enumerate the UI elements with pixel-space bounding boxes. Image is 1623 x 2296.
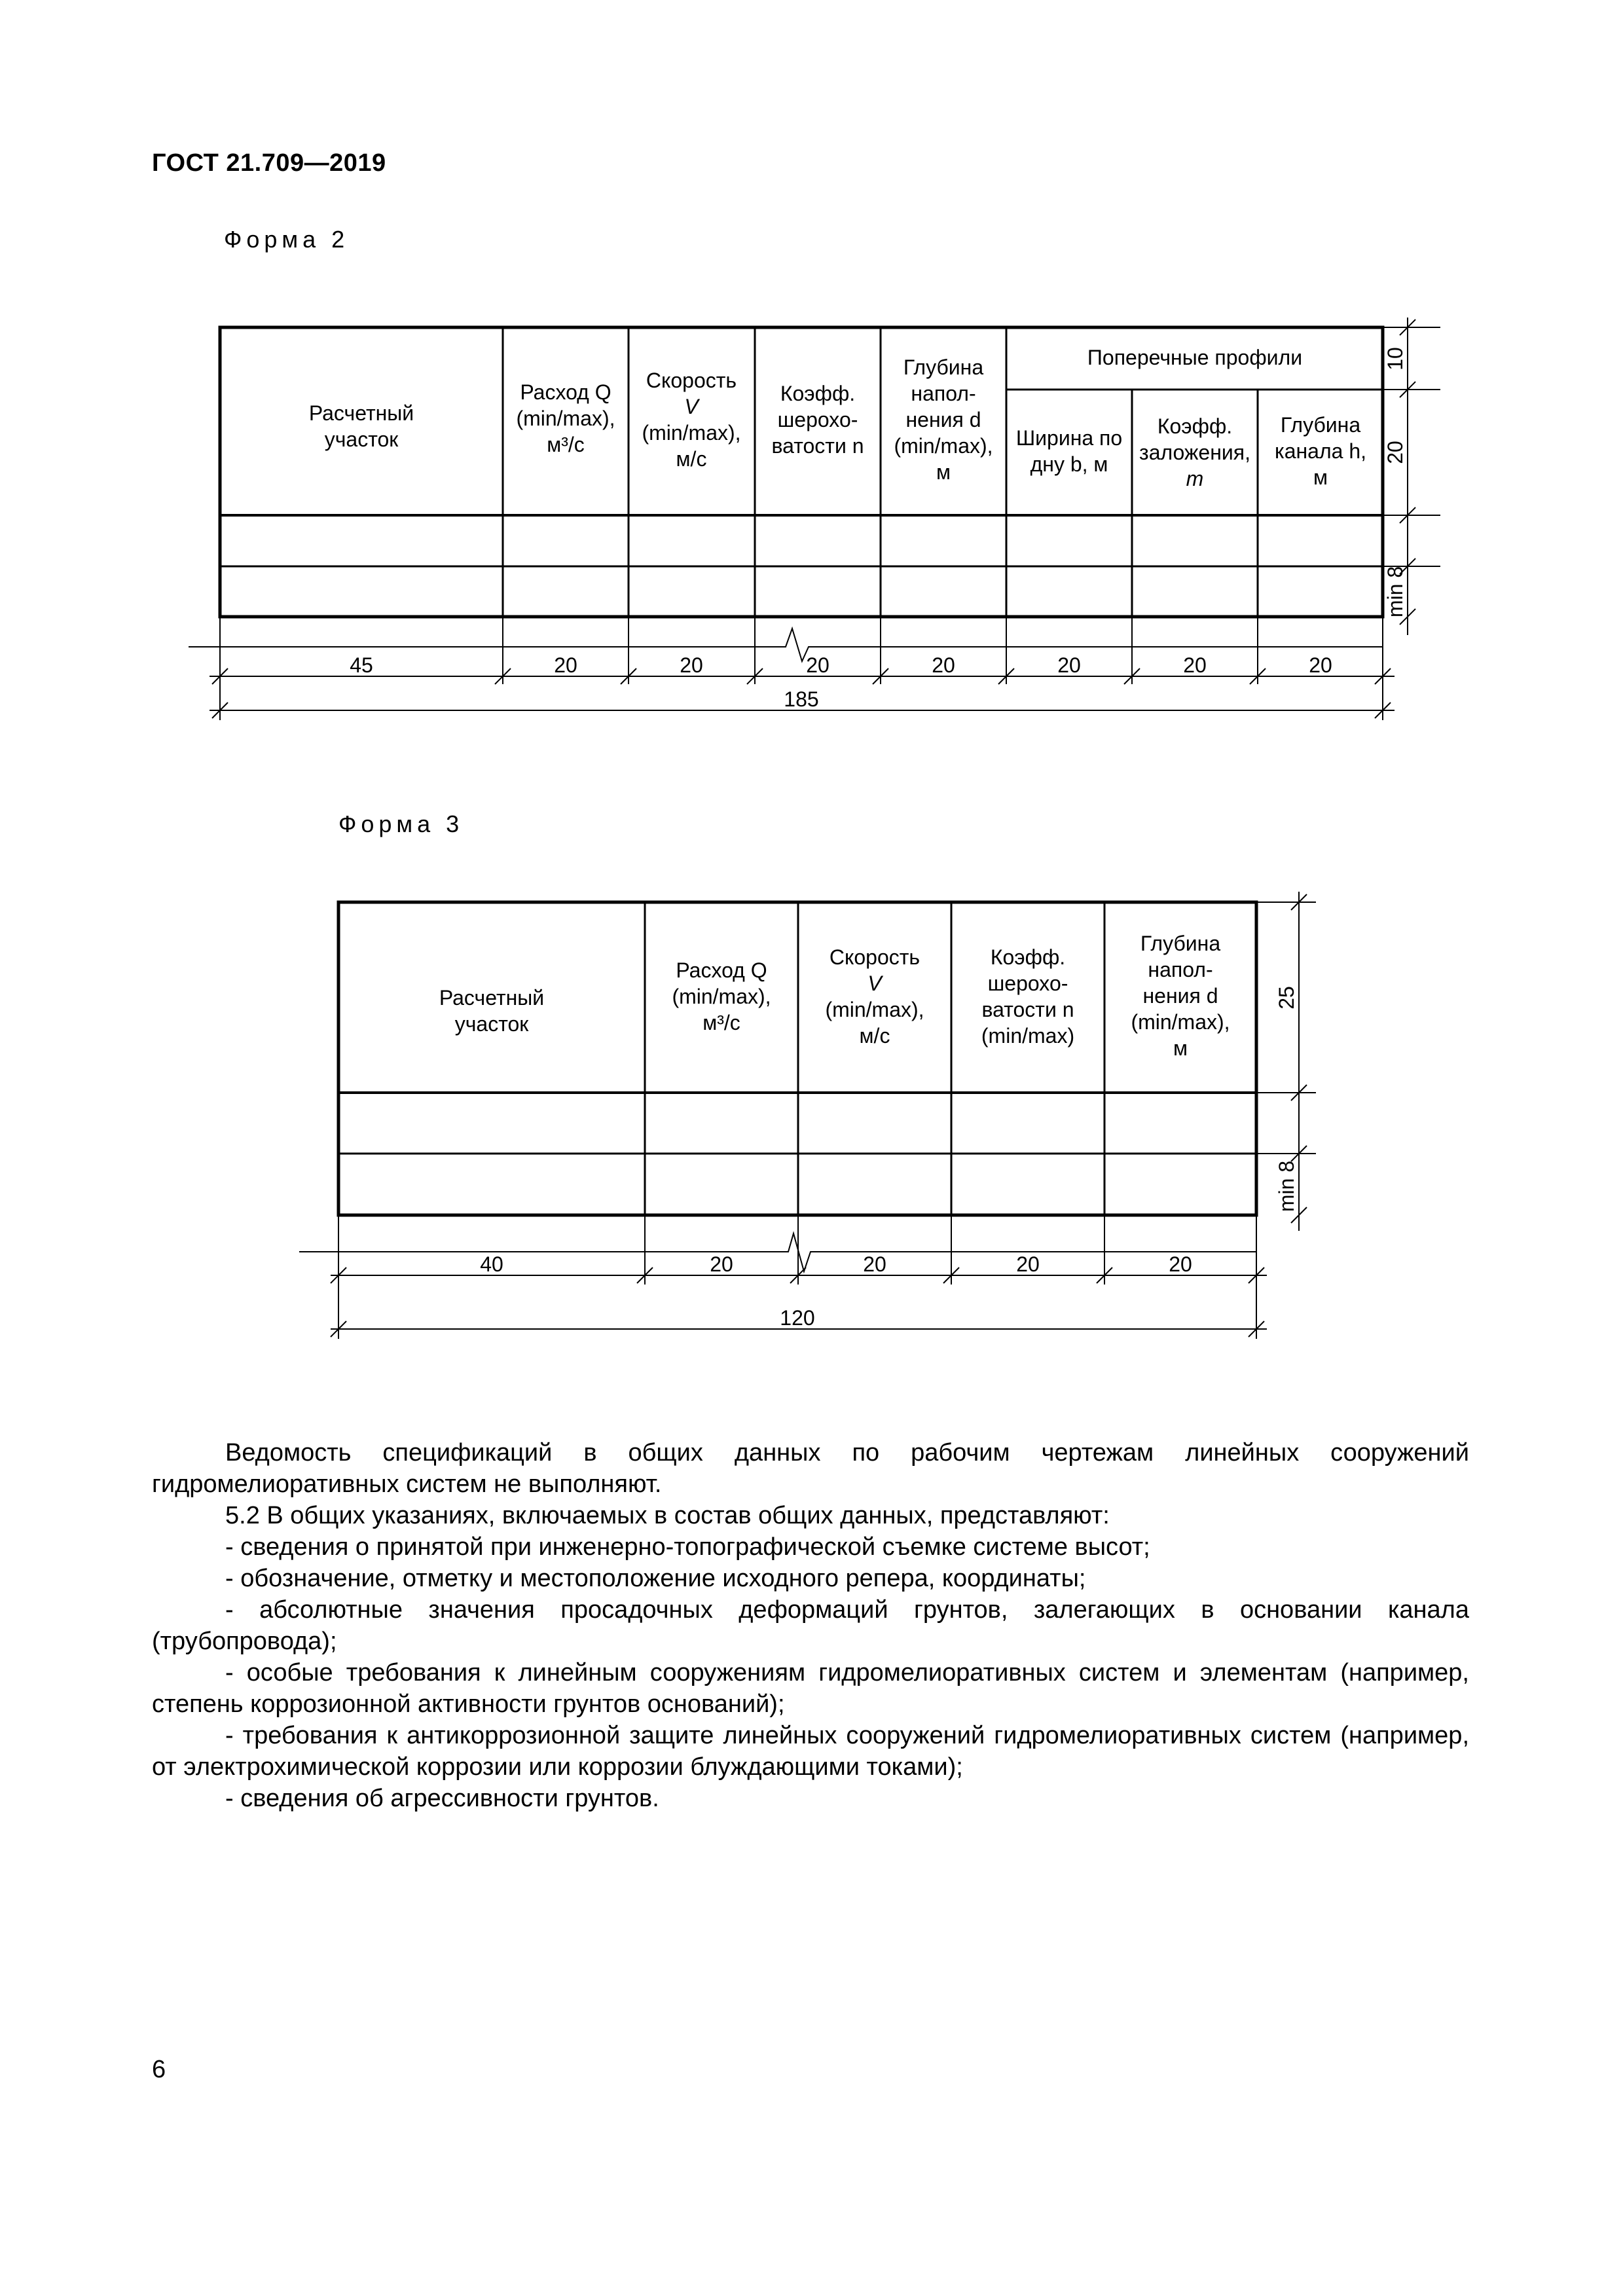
f3-c5-l2: напол- — [1148, 958, 1213, 981]
f3-c4-l1: Коэфф. — [990, 945, 1066, 969]
svg-text:м — [1173, 1036, 1188, 1060]
f3-dim-w4: 20 — [1016, 1252, 1040, 1276]
svg-text:м³/с — [702, 1011, 740, 1034]
svg-text:нения d — [1142, 984, 1218, 1008]
svg-text:м/с — [860, 1024, 890, 1048]
paragraph-2: 5.2 В общих указаниях, включаемых в состав общих данных, представляют: — [225, 1502, 1110, 1529]
list-item: - сведения об агрессивности грунтов. — [225, 1785, 659, 1812]
f3-c3-l1: Скорость — [829, 945, 921, 969]
f3-c2-l1: Расход Q — [676, 958, 767, 982]
f2-dim-total: 185 — [784, 687, 819, 711]
f2-c8-l1: Глубина — [1280, 413, 1361, 437]
f2-c1-l1: Расчетный — [308, 401, 414, 425]
f2-dim-w5: 20 — [932, 653, 955, 677]
f2-c1-l2: участок — [324, 428, 399, 451]
f3-dim-w5: 20 — [1169, 1252, 1192, 1276]
f2-c3-l4: м/с — [676, 447, 707, 471]
page-number: 6 — [152, 2056, 166, 2083]
document-header: ГОСТ 21.709—2019 — [152, 149, 386, 177]
f2-c8-l3: м — [1313, 465, 1328, 489]
svg-text:участок — [455, 1012, 530, 1036]
f2-c2-l1: Расход Q — [520, 380, 611, 404]
f2-c6-l2: дну b, м — [1030, 452, 1108, 476]
f3-c3-l3: (min/max), — [825, 998, 924, 1021]
form3-break-line — [299, 1233, 1256, 1271]
svg-text:шерохо- — [988, 972, 1068, 995]
f2-dim-h2: 20 — [1383, 441, 1407, 464]
list-item: - требования к антикоррозионной защите линейных сооружений гидромелиоративных систем (например, от электрохимической коррозии или коррозии блуждающими токами); — [152, 1722, 1469, 1781]
f3-dim-total: 120 — [780, 1306, 815, 1330]
svg-text:Расход Q — [676, 958, 767, 982]
f2-c5-l2: напол- — [911, 382, 976, 405]
svg-text:Скорость — [830, 945, 920, 969]
list-item: - обозначение, отметку и местоположение исходного репера, координаты; — [225, 1565, 1086, 1592]
f3-dim-w1: 40 — [480, 1252, 503, 1276]
form2-label: Форма 2 — [224, 226, 350, 253]
f2-c2-l2: (min/max), — [516, 407, 615, 430]
list-item: - абсолютные значения просадочных деформаций грунтов, залегающих в основании канала (трубопровода); — [152, 1596, 1469, 1655]
f3-c2-l3: м³/с — [702, 1011, 740, 1034]
f2-c3-l2: V — [684, 395, 699, 418]
f3-dim-h1: 25 — [1275, 986, 1298, 1010]
f3-c2-l2: (min/max), — [672, 985, 771, 1008]
f3-c3-l2: V — [867, 972, 882, 995]
f2-dim-h1: 10 — [1383, 347, 1407, 371]
f3-c5-l5: м — [1173, 1036, 1188, 1060]
f3-c5-l4: (min/max), — [1131, 1010, 1230, 1034]
svg-text:(min/max), — [672, 985, 771, 1008]
f2-dim-w7: 20 — [1183, 653, 1207, 677]
svg-text:(min/max), — [825, 998, 924, 1021]
f2-dim-w2: 20 — [554, 653, 577, 677]
f2-c6-l1: Ширина по — [1015, 426, 1123, 450]
f3-c4-l4: (min/max) — [981, 1024, 1075, 1048]
list-item: - особые требования к линейным сооружениям гидромелиоративных систем и элементам (например, степень коррозионной активности грунтов оснований); — [152, 1659, 1469, 1718]
f2-c8-l2: канала h, — [1274, 439, 1367, 463]
f2-dim-w8: 20 — [1309, 653, 1332, 677]
f2-dim-w1: 45 — [350, 653, 373, 677]
svg-text:Коэфф. — [991, 945, 1065, 969]
svg-text:(min/max), — [1131, 1010, 1230, 1034]
f3-c1-l1: Расчетный — [439, 986, 545, 1010]
f2-c7-l2: заложения, — [1139, 441, 1250, 464]
svg-text:Расчетный — [439, 986, 544, 1010]
f2-group-header: Поперечные профили — [1087, 346, 1303, 369]
body-text — [152, 1437, 1469, 1814]
paragraph-1: Ведомость спецификаций в общих данных по рабочим чертежам линейных сооружений гидромелиоративных систем не выполняют. — [152, 1439, 1469, 1498]
f2-c5-l1: Глубина — [903, 355, 984, 379]
f2-dim-w6: 20 — [1057, 653, 1081, 677]
f2-c3-l1: Скорость — [646, 369, 737, 392]
f2-dim-w3: 20 — [680, 653, 703, 677]
f2-c4-l1: Коэфф. — [780, 382, 856, 405]
f2-c5-l5: м — [936, 460, 951, 484]
f2-dim-row: min 8 — [1383, 566, 1407, 618]
f3-c4-l2: шерохо- — [987, 972, 1068, 995]
f3-dim-w2: 20 — [710, 1252, 733, 1276]
f2-dim-w4: 20 — [806, 653, 830, 677]
f3-c5-l1: Глубина — [1140, 932, 1221, 955]
f2-c3-l3: (min/max), — [642, 421, 741, 445]
f3-c1-l2: участок — [454, 1012, 529, 1036]
svg-text:(min/max) — [981, 1024, 1074, 1048]
list-item: - сведения о принятой при инженерно-топографической съемке системе высот; — [225, 1533, 1150, 1561]
form3-label: Форма 3 — [338, 811, 464, 837]
f2-c4-l2: шерохо- — [777, 408, 858, 431]
f2-c2-l3: м³/с — [547, 433, 585, 456]
f3-c3-l4: м/с — [859, 1024, 890, 1048]
svg-text:Глубина — [1140, 932, 1220, 955]
svg-text:напол- — [1148, 958, 1213, 981]
f3-c4-l3: ватости n — [981, 998, 1074, 1021]
svg-text:V — [867, 972, 883, 995]
f3-c5-l3: нения d — [1142, 984, 1218, 1008]
svg-text:ватости n — [981, 998, 1074, 1021]
f2-c7-l3: m — [1186, 467, 1204, 490]
f2-c4-l3: ватости n — [771, 434, 864, 458]
f2-c7-l1: Коэфф. — [1157, 414, 1233, 438]
f3-dim-w3: 20 — [863, 1252, 886, 1276]
f2-c5-l4: (min/max), — [894, 434, 993, 458]
f2-c5-l3: нения d — [905, 408, 981, 431]
f3-dim-row: min 8 — [1275, 1160, 1298, 1212]
